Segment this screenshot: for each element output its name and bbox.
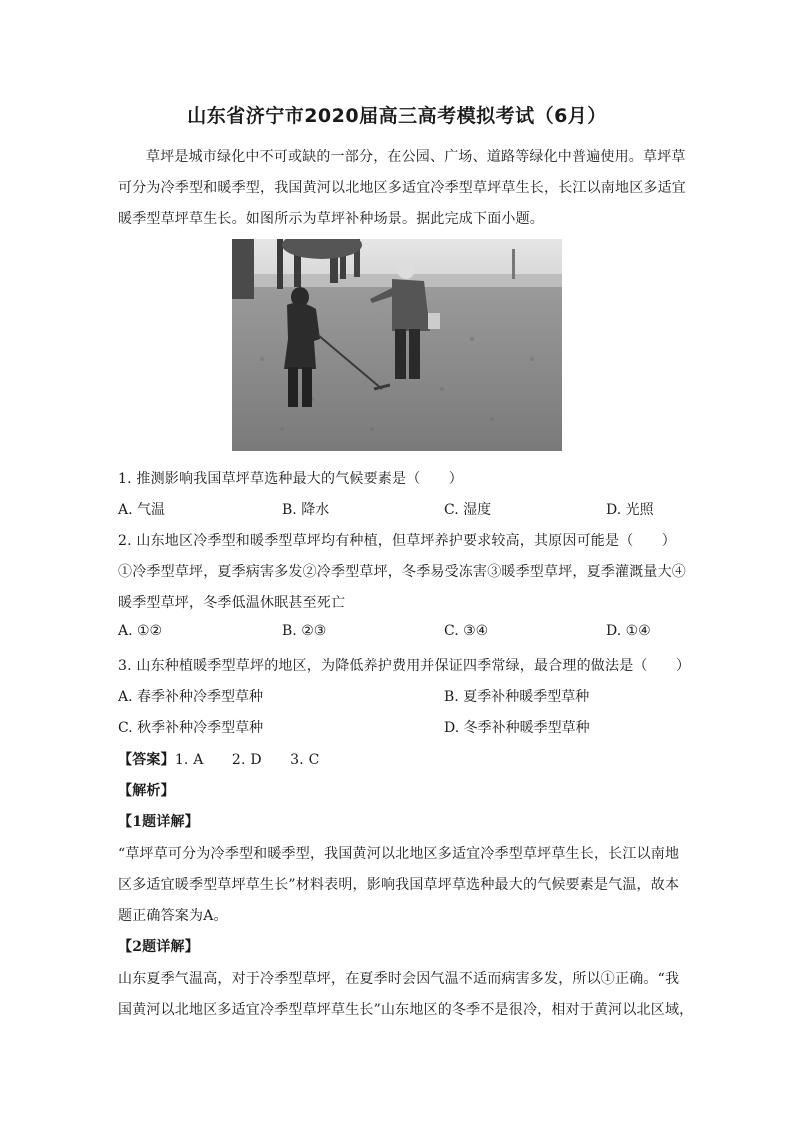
q2-option-a: A. ①② [118, 623, 163, 639]
q3-stem: 3. 山东种植暖季型草坪的地区，为降低养护费用并保证四季常绿，最合理的做法是（ ） [118, 658, 691, 674]
detail2-line-1: 山东夏季气温高，对于冷季型草坪，在夏季时会因气温不适而病害多发，所以①正确。“我 [118, 971, 680, 987]
q2-stem: 2. 山东地区冷季型和暖季型草坪均有种植，但草坪养护要求较高，其原因可能是（ ） [118, 533, 677, 549]
intro-line-3: 暖季型草坪草生长。如图所示为草坪补种场景。据此完成下面小题。 [118, 211, 544, 227]
q3-option-b: B. 夏季补种暖季型草种 [444, 689, 590, 705]
q1-option-b: B. 降水 [282, 502, 330, 518]
q3-option-d: D. 冬季补种暖季型草种 [444, 720, 590, 736]
q2-line-3: 暖季型草坪，冬季低温休眠甚至死亡 [118, 595, 346, 611]
answer-line [118, 749, 319, 769]
page-title: 山东省济宁市2020届高三高考模拟考试（6月） [187, 105, 607, 127]
analysis-label: 【解析】 [118, 783, 175, 799]
q2-line-2: ①冷季型草坪，夏季病害多发②冷季型草坪，冬季易受冻害③暖季型草坪，夏季灌溉量大④ [118, 564, 686, 580]
detail1-line-3: 题正确答案为A。 [118, 908, 228, 924]
answer-label: 【答案】 [118, 752, 175, 768]
q3-option-a: A. 春季补种冷季型草种 [118, 689, 264, 705]
q1-stem: 1. 推测影响我国草坪草选种最大的气候要素是（ ） [118, 471, 464, 487]
intro-line-2: 可分为冷季型和暖季型，我国黄河以北地区多适宜冷季型草坪草生长，长江以南地区多适宜 [118, 180, 686, 196]
q3-option-c: C. 秋季补种冷季型草种 [118, 720, 264, 736]
answer-text: 1. A 2. D 3. C [174, 752, 320, 768]
detail1-line-1: “草坪草可分为冷季型和暖季型，我国黄河以北地区多适宜冷季型草坪草生长，长江以南地 [118, 846, 680, 862]
detail2-label: 【2题详解】 [118, 939, 199, 955]
q1-option-c: C. 湿度 [444, 502, 492, 518]
q1-option-d: D. 光照 [606, 502, 654, 518]
detail2-line-2: 国黄河以北地区多适宜冷季型草坪草生长”山东地区的冬季不是很冷，相对于黄河以北区域， [118, 1002, 694, 1018]
q2-option-b: B. ②③ [282, 623, 327, 639]
lawn-reseeding-photo [232, 239, 562, 451]
q2-option-d: D. ①④ [606, 623, 651, 639]
detail1-label: 【1题详解】 [118, 814, 199, 830]
q2-option-c: C. ③④ [444, 623, 489, 639]
intro-line-1: 草坪是城市绿化中不可或缺的一部分，在公园、广场、道路等绿化中普遍使用。草坪草 [146, 149, 686, 165]
q1-option-a: A. 气温 [118, 502, 166, 518]
detail1-line-2: 区多适宜暖季型草坪草生长”材料表明，影响我国草坪草选种最大的气候要素是气温，故本 [118, 877, 680, 893]
